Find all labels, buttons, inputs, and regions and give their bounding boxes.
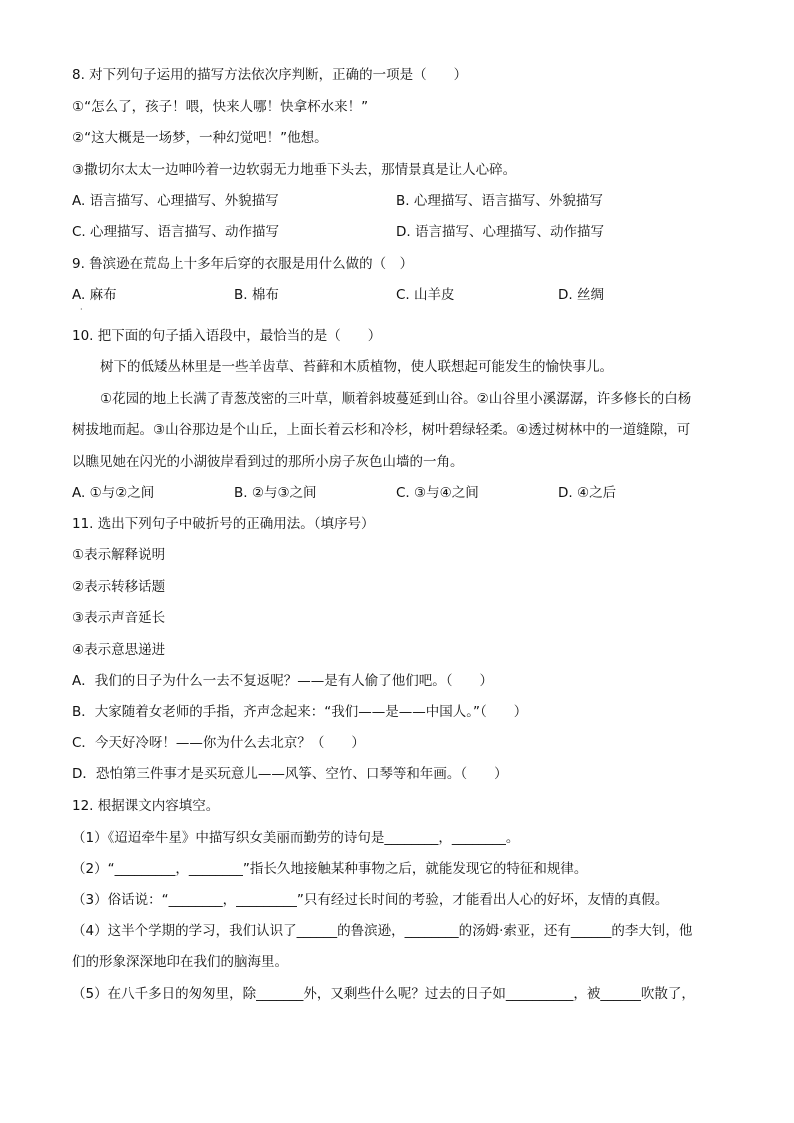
q12-fill-4-line-2: 们的形象深深地印在我们的脑海里。 [72,954,288,970]
q10-stem: 10. 把下面的句子插入语段中，最恰当的是（ ） [72,328,382,344]
q11-stem: 11. 选出下列句子中破折号的正确用法。（填序号） [72,516,375,532]
q11-item-a: A．我们的日子为什么一去不复返呢？——是有人偷了他们吧。（ ） [72,673,493,689]
q11-item-b: B．大家随着女老师的手指，齐声念起来：“我们——是——中国人。”（ ） [72,704,528,720]
q8-option-b: B. 心理描写、语言描写、外貌描写 [396,193,603,209]
q10-option-b: B. ②与③之间 [234,485,317,501]
q9-option-b: B. 棉布 [234,287,279,303]
q12-stem: 12. 根据课文内容填空。 [72,798,220,814]
q10-option-c: C. ③与④之间 [396,485,479,501]
q12-fill-5: （5）在八千多日的匆匆里，除_______外，又剩些什么呢？过去的日子如__________，被______吹散了， [72,986,695,1002]
q8-option-c: C. 心理描写、语言描写、动作描写 [72,224,280,240]
q9-option-a: A. 麻布 [72,287,117,303]
q11-usage-2: ②表示转移话题 [72,579,166,595]
q11-item-d: D．恐怕第三件事才是买玩意儿——风筝、空竹、口琴等和年画。（ ） [72,766,508,782]
q10-option-d: D. ④之后 [558,485,617,501]
q11-item-c: C．今天好冷呀！——你为什么去北京？（ ） [72,735,365,751]
q10-insert-sentence: 树下的低矮丛林里是一些羊齿草、苔藓和木质植物，使人联想起可能发生的愉快事儿。 [100,359,613,375]
q8-sentence-3: ③撒切尔太太一边呻吟着一边软弱无力地垂下头去，那情景真是让人心碎。 [72,162,517,178]
q10-passage-line-3: 以瞧见她在闪光的小湖彼岸看到过的那所小房子灰色山墙的一角。 [72,454,464,470]
q10-passage-line-2: 树拔地而起。③山谷那边是个山丘，上面长着云杉和冷杉，树叶碧绿轻柔。④透过树林中的一道缝隙，可 [72,422,691,438]
stray-dot: · [80,305,83,314]
q11-usage-4: ④表示意思递进 [72,642,166,658]
q8-sentence-2: ②“这大概是一场梦，一种幻觉吧！”他想。 [72,130,328,146]
q11-usage-3: ③表示声音延长 [72,610,166,626]
q12-fill-2: （2）“_________，________”指长久地接触某种事物之后，就能发现它的特征和规律。 [72,861,588,877]
q11-usage-1: ①表示解释说明 [72,547,166,563]
q9-stem: 9. 鲁滨逊在荒岛上十多年后穿的衣服是用什么做的（ ） [72,256,414,272]
q10-passage-line-1: ①花园的地上长满了青葱茂密的三叶草，顺着斜坡蔓延到山谷。②山谷里小溪潺潺，许多修长的白杨 [100,391,692,407]
q9-option-c: C. 山羊皮 [396,287,455,303]
q12-fill-3: （3）俗话说：“________，_________”只有经过长时间的考验，才能看出人心的好坏，友情的真假。 [72,892,669,908]
q8-option-a: A. 语言描写、心理描写、外貌描写 [72,193,279,209]
q12-fill-4-line-1: （4）这半个学期的学习，我们认识了______的鲁滨逊，________的汤姆·索亚，还有______的李大钊，他 [72,923,693,939]
q10-option-a: A. ①与②之间 [72,485,155,501]
q9-option-d: D. 丝绸 [558,287,604,303]
q12-fill-1: （1）《迢迢牵牛星》中描写织女美丽而勤劳的诗句是________，________。 [72,830,520,846]
q8-option-d: D. 语言描写、心理描写、动作描写 [396,224,604,240]
q8-sentence-1: ①“怎么了，孩子！喂，快来人哪！快拿杯水来！” [72,99,369,115]
q8-stem: 8. 对下列句子运用的描写方法依次序判断，正确的一项是（ ） [72,67,468,83]
